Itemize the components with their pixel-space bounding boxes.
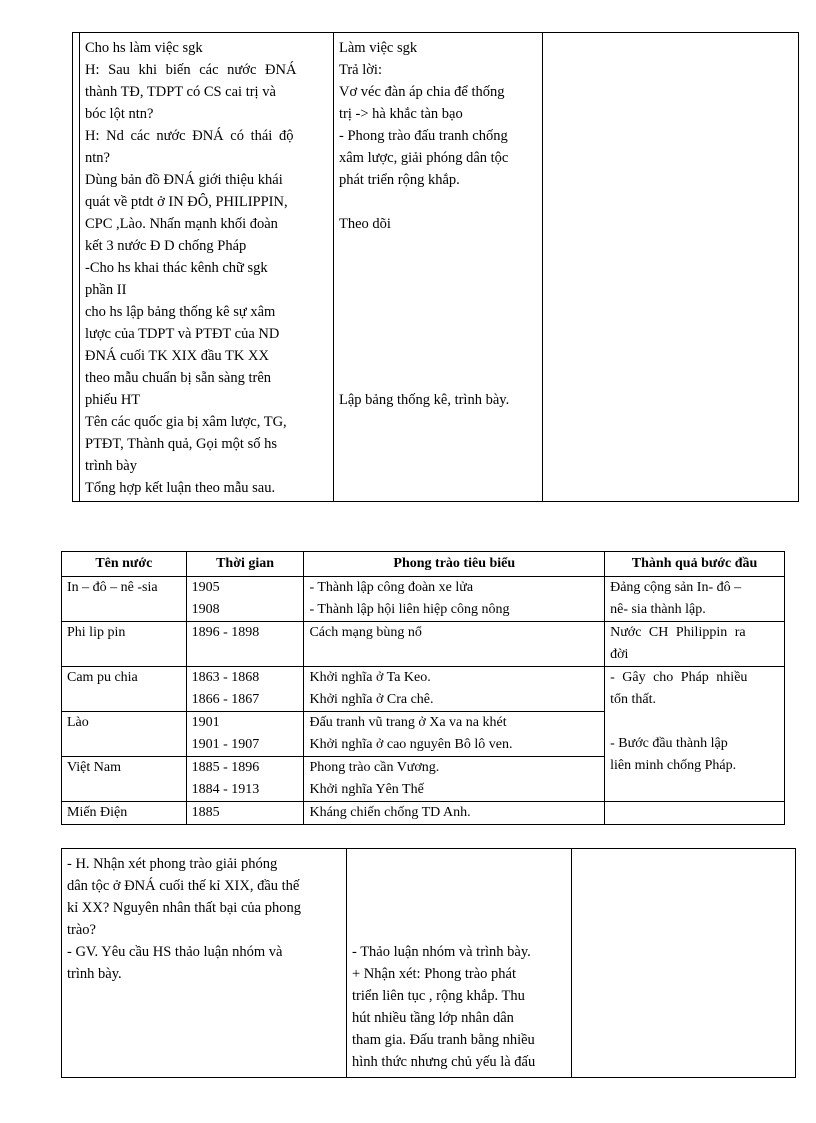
text-line: bóc lột ntn?	[85, 106, 154, 122]
text-line: - GV. Yêu cầu HS thảo luận nhóm và	[67, 944, 283, 960]
text-line: trị -> hà khắc tàn bạo	[339, 106, 463, 122]
teacher-activity-cell	[80, 33, 334, 502]
lesson-row	[73, 33, 799, 502]
text-line: H: Nd các nước ĐNÁ có thái độ	[85, 128, 294, 144]
text-line: trào?	[67, 922, 96, 938]
time-value: 1884 - 1913	[191, 782, 260, 797]
lesson-activity-table	[72, 32, 799, 502]
result-value: tổn thất.	[610, 692, 656, 707]
result-value: Đảng cộng sản In- đô –	[610, 580, 742, 595]
movement-value: Đấu tranh vũ trang ở Xa va na khét	[309, 715, 507, 730]
spacer	[339, 257, 537, 279]
text-line: - Thảo luận nhóm và trình bày.	[352, 944, 531, 960]
table-row	[62, 667, 785, 712]
text-line: theo mẫu chuẩn bị sẵn sàng trên	[85, 370, 272, 386]
time-value: 1885 - 1896	[191, 760, 260, 775]
discussion-row	[62, 849, 796, 1078]
spacer	[339, 279, 537, 301]
time-value: 1905	[191, 580, 220, 595]
text-line: cho hs lập bảng thống kê sự xâm	[85, 304, 276, 320]
spacer	[352, 919, 566, 941]
summary-table	[61, 551, 785, 825]
time-value: 1901 - 1907	[191, 737, 260, 752]
text-line: trình bày.	[67, 966, 122, 982]
movement-cell	[304, 667, 605, 712]
movement-value: Phong trào cần Vương.	[309, 760, 440, 775]
column-header: Phong trào tiêu biểu	[304, 552, 605, 577]
text-line: + Nhận xét: Phong trào phát	[352, 966, 517, 982]
column-header: Tên nước	[62, 552, 187, 577]
spacer	[352, 875, 566, 897]
table-row	[62, 802, 785, 825]
text-line: - H. Nhận xét phong trào giải phóng	[67, 856, 278, 872]
column-header: Thời gian	[186, 552, 304, 577]
notes-cell	[543, 33, 799, 502]
text-line: phát triển rộng khắp.	[339, 172, 460, 188]
notes-cell	[572, 849, 796, 1078]
table-row	[62, 577, 785, 622]
text-line: Tổng hợp kết luận theo mẫu sau.	[85, 480, 276, 496]
time-cell	[186, 667, 304, 712]
text-line: Theo dõi	[339, 216, 391, 232]
spacer	[339, 301, 537, 323]
text-line: tham gia. Đấu tranh bằng nhiều	[352, 1032, 535, 1048]
text-line: lược của TDPT và PTĐT của ND	[85, 326, 280, 342]
teacher-activity-cell	[62, 849, 347, 1078]
movement-value: Khởi nghĩa ở Cra chê.	[309, 692, 434, 707]
text-line: - Phong trào đấu tranh chống	[339, 128, 508, 144]
time-value: 1866 - 1867	[191, 692, 260, 707]
text-line: xâm lược, giải phóng dân tộc	[339, 150, 509, 166]
movement-cell	[304, 577, 605, 622]
spacer	[339, 235, 537, 257]
text-line: hút nhiều tầng lớp nhân dân	[352, 1010, 514, 1026]
spacer	[352, 853, 566, 875]
movement-value: Khởi nghĩa ở cao nguyên Bô lô ven.	[309, 737, 513, 752]
result-value: Nước CH Philippin ra	[610, 625, 746, 640]
movement-value: Kháng chiến chống TD Anh.	[309, 805, 471, 820]
text-line: PTĐT, Thành quả, Gọi một số hs	[85, 436, 277, 452]
movement-value: Khởi nghĩa Yên Thế	[309, 782, 424, 797]
movement-value: Khởi nghĩa ở Ta Keo.	[309, 670, 431, 685]
time-cell	[186, 712, 304, 757]
country-cell: Miến Điện	[62, 802, 187, 825]
text-line: phiếu HT	[85, 392, 141, 408]
time-value: 1896 - 1898	[191, 625, 260, 640]
text-line: ntn?	[85, 150, 110, 166]
spacer	[352, 897, 566, 919]
movement-cell	[304, 622, 605, 667]
student-activity-cell	[347, 849, 572, 1078]
spacer	[339, 345, 537, 367]
text-line: kỉ XX? Nguyên nhân thất bại của phong	[67, 900, 301, 916]
text-line: Cho hs làm việc sgk	[85, 40, 203, 56]
text-line: phần II	[85, 282, 127, 298]
table-row	[62, 622, 785, 667]
text-line	[339, 191, 537, 213]
column-header: Thành quả bước đầu	[605, 552, 785, 577]
country-cell: Phi lip pin	[62, 622, 187, 667]
text-line: quát về ptdt ở IN ĐÔ, PHILIPPIN,	[85, 194, 288, 210]
time-cell	[186, 802, 304, 825]
text-line: Làm việc sgk	[339, 40, 418, 56]
result-cell	[605, 802, 785, 825]
time-value: 1863 - 1868	[191, 670, 260, 685]
text-line: Tên các quốc gia bị xâm lược, TG,	[85, 414, 287, 430]
text-line: hình thức nhưng chủ yếu là đấu	[352, 1054, 536, 1070]
movement-cell	[304, 757, 605, 802]
result-value: - Bước đầu thành lập	[610, 736, 728, 751]
student-activity-cell	[334, 33, 543, 502]
country-cell: Cam pu chia	[62, 667, 187, 712]
spacer	[339, 367, 537, 389]
time-value: 1885	[191, 805, 220, 820]
spacer	[339, 323, 537, 345]
merged-result-cell	[605, 667, 785, 802]
result-value: - Gây cho Pháp nhiều	[610, 670, 748, 685]
country-cell: Lào	[62, 712, 187, 757]
text-line: Dùng bản đồ ĐNÁ giới thiệu khái	[85, 172, 283, 188]
result-value: nê- sia thành lập.	[610, 602, 706, 617]
text-line: Lập bảng thống kê, trình bày.	[339, 392, 510, 408]
time-cell	[186, 622, 304, 667]
text-line: Trả lời:	[339, 62, 382, 78]
result-value: đời	[610, 647, 629, 662]
movement-cell	[304, 802, 605, 825]
text-line: Vơ véc đàn áp chia để thống	[339, 84, 505, 100]
movement-value: - Thành lập hội liên hiệp công nông	[309, 602, 510, 617]
text-line: -Cho hs khai thác kênh chữ sgk	[85, 260, 268, 276]
time-cell	[186, 757, 304, 802]
time-value: 1908	[191, 602, 220, 617]
discussion-table	[61, 848, 796, 1078]
movement-value: - Thành lập công đoàn xe lửa	[309, 580, 474, 595]
margin-column	[73, 33, 80, 502]
movement-value: Cách mạng bùng nổ	[309, 625, 422, 640]
movement-cell	[304, 712, 605, 757]
spacer	[610, 711, 779, 733]
text-line: H: Sau khi biến các nước ĐNÁ	[85, 62, 297, 78]
result-value: liên minh chống Pháp.	[610, 758, 737, 773]
time-value: 1901	[191, 715, 220, 730]
header-row	[62, 552, 785, 577]
text-line: kết 3 nước Đ D chống Pháp	[85, 238, 247, 254]
text-line: triển liên tục , rộng khắp. Thu	[352, 988, 525, 1004]
text-line: CPC ,Lào. Nhấn mạnh khối đoàn	[85, 216, 278, 232]
country-cell: In – đô – nê -sia	[62, 577, 187, 622]
text-line: thành TĐ, TDPT có CS cai trị và	[85, 84, 276, 100]
text-line: ĐNÁ cuối TK XIX đầu TK XX	[85, 348, 269, 364]
result-cell	[605, 622, 785, 667]
text-line: dân tộc ở ĐNÁ cuối thế kỉ XIX, đầu thế	[67, 878, 300, 894]
country-cell: Việt Nam	[62, 757, 187, 802]
result-cell	[605, 577, 785, 622]
text-line: trình bày	[85, 458, 137, 474]
time-cell	[186, 577, 304, 622]
